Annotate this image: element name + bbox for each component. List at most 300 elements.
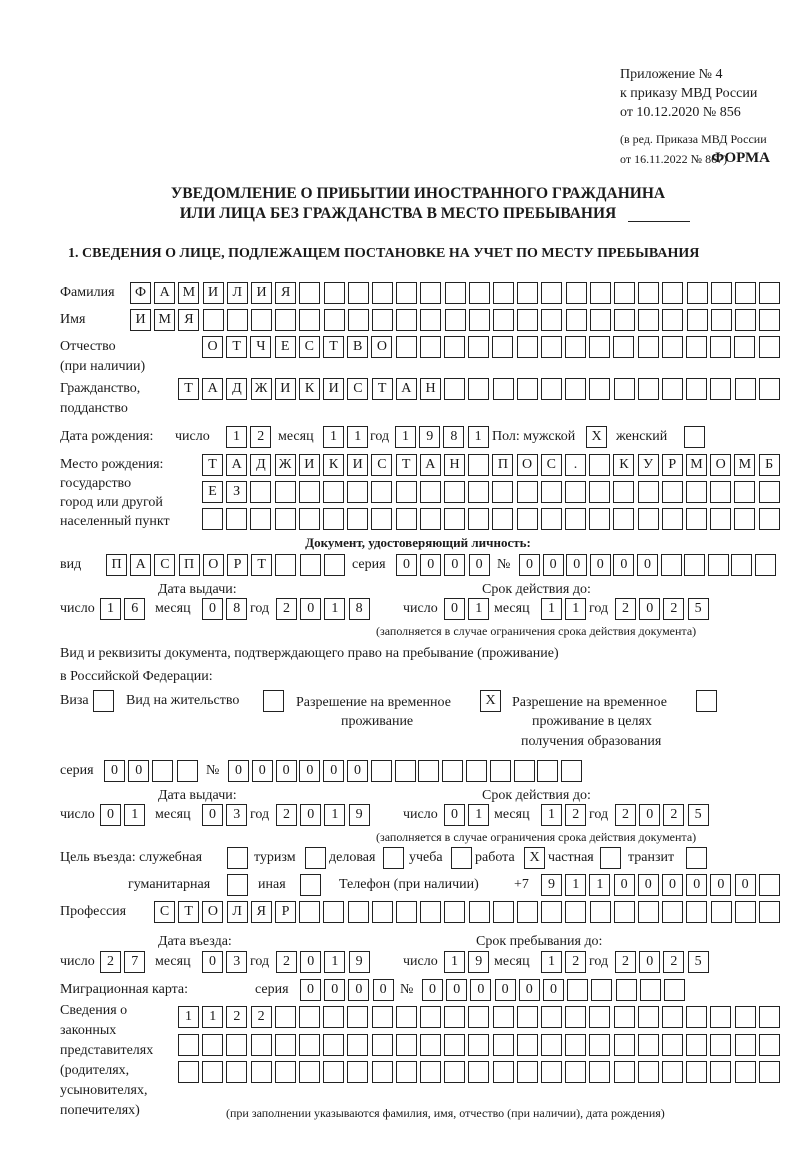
char-box[interactable]: [565, 508, 586, 530]
char-box[interactable]: [638, 309, 659, 331]
char-box[interactable]: 1: [541, 804, 562, 826]
char-box[interactable]: 0: [495, 979, 516, 1001]
char-box[interactable]: 0: [519, 979, 540, 1001]
char-box[interactable]: [323, 1006, 344, 1028]
char-box[interactable]: [589, 378, 610, 400]
char-box[interactable]: [565, 1061, 586, 1083]
char-box[interactable]: [613, 508, 634, 530]
char-box[interactable]: [638, 378, 659, 400]
char-box[interactable]: Т: [396, 454, 417, 476]
char-box[interactable]: И: [275, 378, 296, 400]
char-box[interactable]: 7: [124, 951, 145, 973]
char-box[interactable]: [493, 282, 514, 304]
char-box[interactable]: [514, 760, 535, 782]
char-box[interactable]: Р: [275, 901, 296, 923]
char-box[interactable]: 2: [663, 804, 684, 826]
char-box[interactable]: [590, 901, 611, 923]
char-box[interactable]: 0: [735, 874, 756, 896]
purpose-transit-checkbox[interactable]: [686, 847, 707, 869]
char-box[interactable]: 3: [226, 951, 247, 973]
char-box[interactable]: О: [202, 336, 223, 358]
char-box[interactable]: [517, 901, 538, 923]
char-box[interactable]: [372, 282, 393, 304]
char-box[interactable]: И: [299, 454, 320, 476]
char-box[interactable]: [614, 1034, 635, 1056]
char-box[interactable]: 2: [615, 598, 636, 620]
char-box[interactable]: [686, 1061, 707, 1083]
char-box[interactable]: 1: [178, 1006, 199, 1028]
char-box[interactable]: [661, 554, 682, 576]
char-box[interactable]: [731, 554, 752, 576]
char-box[interactable]: [395, 760, 416, 782]
char-box[interactable]: [492, 481, 513, 503]
char-box[interactable]: 0: [543, 979, 564, 1001]
char-box[interactable]: [710, 1061, 731, 1083]
char-box[interactable]: Н: [444, 454, 465, 476]
char-box[interactable]: 0: [686, 874, 707, 896]
char-box[interactable]: [759, 282, 780, 304]
char-box[interactable]: [640, 979, 661, 1001]
char-box[interactable]: К: [613, 454, 634, 476]
char-box[interactable]: С: [299, 336, 320, 358]
residence-permit-checkbox[interactable]: [263, 690, 284, 712]
char-box[interactable]: [662, 1061, 683, 1083]
char-box[interactable]: У: [638, 454, 659, 476]
char-box[interactable]: [177, 760, 198, 782]
char-box[interactable]: [662, 309, 683, 331]
char-box[interactable]: 0: [444, 598, 465, 620]
char-box[interactable]: [759, 1006, 780, 1028]
sex-female-checkbox[interactable]: [684, 426, 705, 448]
char-box[interactable]: [250, 508, 271, 530]
char-box[interactable]: [299, 901, 320, 923]
char-box[interactable]: 0: [347, 760, 368, 782]
char-box[interactable]: О: [710, 454, 731, 476]
sex-male-checkbox[interactable]: X: [586, 426, 607, 448]
char-box[interactable]: А: [202, 378, 223, 400]
char-box[interactable]: [299, 481, 320, 503]
char-box[interactable]: 0: [543, 554, 564, 576]
char-box[interactable]: [420, 1034, 441, 1056]
char-box[interactable]: [466, 760, 487, 782]
char-box[interactable]: 1: [468, 426, 489, 448]
char-box[interactable]: [468, 508, 489, 530]
purpose-tourism-checkbox[interactable]: [305, 847, 326, 869]
char-box[interactable]: 1: [565, 874, 586, 896]
char-box[interactable]: [664, 979, 685, 1001]
char-box[interactable]: [589, 1061, 610, 1083]
char-box[interactable]: 9: [468, 951, 489, 973]
char-box[interactable]: [686, 901, 707, 923]
char-box[interactable]: 0: [566, 554, 587, 576]
char-box[interactable]: [203, 309, 224, 331]
purpose-humanitarian-checkbox[interactable]: [227, 874, 248, 896]
char-box[interactable]: [323, 1061, 344, 1083]
char-box[interactable]: [347, 481, 368, 503]
char-box[interactable]: [251, 309, 272, 331]
char-box[interactable]: [348, 901, 369, 923]
char-box[interactable]: [152, 760, 173, 782]
char-box[interactable]: [662, 481, 683, 503]
char-box[interactable]: [711, 901, 732, 923]
char-box[interactable]: .: [565, 454, 586, 476]
char-box[interactable]: 9: [419, 426, 440, 448]
char-box[interactable]: [347, 1034, 368, 1056]
char-box[interactable]: [468, 1006, 489, 1028]
char-box[interactable]: 0: [444, 804, 465, 826]
char-box[interactable]: [759, 1034, 780, 1056]
char-box[interactable]: [299, 282, 320, 304]
char-box[interactable]: [541, 481, 562, 503]
char-box[interactable]: [492, 336, 513, 358]
char-box[interactable]: Р: [662, 454, 683, 476]
char-box[interactable]: [759, 1061, 780, 1083]
char-box[interactable]: [565, 1034, 586, 1056]
char-box[interactable]: [759, 901, 780, 923]
char-box[interactable]: [638, 481, 659, 503]
char-box[interactable]: 1: [468, 804, 489, 826]
char-box[interactable]: С: [154, 554, 175, 576]
char-box[interactable]: Е: [202, 481, 223, 503]
char-box[interactable]: [226, 508, 247, 530]
char-box[interactable]: 0: [128, 760, 149, 782]
char-box[interactable]: Т: [178, 901, 199, 923]
char-box[interactable]: С: [347, 378, 368, 400]
char-box[interactable]: Р: [227, 554, 248, 576]
char-box[interactable]: [734, 336, 755, 358]
char-box[interactable]: [372, 1034, 393, 1056]
char-box[interactable]: [517, 309, 538, 331]
char-box[interactable]: 2: [226, 1006, 247, 1028]
char-box[interactable]: [517, 378, 538, 400]
char-box[interactable]: [614, 309, 635, 331]
char-box[interactable]: С: [541, 454, 562, 476]
purpose-private-checkbox[interactable]: [600, 847, 621, 869]
char-box[interactable]: 9: [349, 804, 370, 826]
char-box[interactable]: [202, 1061, 223, 1083]
char-box[interactable]: 0: [444, 554, 465, 576]
char-box[interactable]: [541, 309, 562, 331]
char-box[interactable]: 5: [688, 598, 709, 620]
char-box[interactable]: [299, 508, 320, 530]
char-box[interactable]: Я: [251, 901, 272, 923]
char-box[interactable]: 0: [300, 951, 321, 973]
char-box[interactable]: [686, 336, 707, 358]
char-box[interactable]: [420, 901, 441, 923]
char-box[interactable]: 2: [615, 804, 636, 826]
char-box[interactable]: [589, 336, 610, 358]
char-box[interactable]: [178, 1034, 199, 1056]
char-box[interactable]: [490, 760, 511, 782]
char-box[interactable]: [300, 554, 321, 576]
char-box[interactable]: 2: [100, 951, 121, 973]
char-box[interactable]: [614, 1061, 635, 1083]
char-box[interactable]: [735, 1034, 756, 1056]
char-box[interactable]: [566, 282, 587, 304]
char-box[interactable]: 0: [252, 760, 273, 782]
char-box[interactable]: 1: [324, 804, 345, 826]
char-box[interactable]: [202, 508, 223, 530]
char-box[interactable]: [759, 309, 780, 331]
purpose-other-checkbox[interactable]: [300, 874, 321, 896]
char-box[interactable]: 1: [347, 426, 368, 448]
char-box[interactable]: [517, 336, 538, 358]
char-box[interactable]: [420, 1006, 441, 1028]
char-box[interactable]: [565, 901, 586, 923]
char-box[interactable]: 1: [124, 804, 145, 826]
char-box[interactable]: [517, 508, 538, 530]
char-box[interactable]: [614, 1006, 635, 1028]
char-box[interactable]: М: [686, 454, 707, 476]
char-box[interactable]: [324, 554, 345, 576]
char-box[interactable]: [759, 481, 780, 503]
char-box[interactable]: Ч: [250, 336, 271, 358]
char-box[interactable]: 9: [349, 951, 370, 973]
char-box[interactable]: [396, 309, 417, 331]
char-box[interactable]: 0: [300, 979, 321, 1001]
char-box[interactable]: 1: [589, 874, 610, 896]
char-box[interactable]: 0: [202, 598, 223, 620]
char-box[interactable]: 0: [324, 979, 345, 1001]
char-box[interactable]: 0: [662, 874, 683, 896]
char-box[interactable]: [468, 336, 489, 358]
char-box[interactable]: Ж: [251, 378, 272, 400]
char-box[interactable]: И: [203, 282, 224, 304]
char-box[interactable]: [396, 1034, 417, 1056]
char-box[interactable]: [396, 481, 417, 503]
char-box[interactable]: 2: [276, 598, 297, 620]
char-box[interactable]: [468, 378, 489, 400]
char-box[interactable]: [755, 554, 776, 576]
char-box[interactable]: 1: [324, 598, 345, 620]
char-box[interactable]: [734, 481, 755, 503]
char-box[interactable]: [662, 901, 683, 923]
char-box[interactable]: 0: [422, 979, 443, 1001]
char-box[interactable]: [347, 508, 368, 530]
char-box[interactable]: [275, 508, 296, 530]
char-box[interactable]: М: [734, 454, 755, 476]
char-box[interactable]: [372, 1006, 393, 1028]
char-box[interactable]: К: [323, 454, 344, 476]
char-box[interactable]: [662, 1034, 683, 1056]
char-box[interactable]: 2: [565, 804, 586, 826]
char-box[interactable]: [468, 1034, 489, 1056]
char-box[interactable]: Д: [250, 454, 271, 476]
char-box[interactable]: [759, 508, 780, 530]
char-box[interactable]: Т: [178, 378, 199, 400]
char-box[interactable]: И: [130, 309, 151, 331]
char-box[interactable]: С: [371, 454, 392, 476]
char-box[interactable]: [493, 1061, 514, 1083]
char-box[interactable]: М: [178, 282, 199, 304]
char-box[interactable]: [275, 1061, 296, 1083]
char-box[interactable]: 1: [541, 951, 562, 973]
char-box[interactable]: [275, 1006, 296, 1028]
char-box[interactable]: [348, 282, 369, 304]
char-box[interactable]: 2: [251, 1006, 272, 1028]
char-box[interactable]: А: [420, 454, 441, 476]
char-box[interactable]: И: [347, 454, 368, 476]
char-box[interactable]: [517, 282, 538, 304]
char-box[interactable]: 8: [349, 598, 370, 620]
char-box[interactable]: [541, 901, 562, 923]
char-box[interactable]: [444, 378, 465, 400]
char-box[interactable]: [396, 282, 417, 304]
char-box[interactable]: [565, 481, 586, 503]
char-box[interactable]: [444, 481, 465, 503]
char-box[interactable]: [324, 309, 345, 331]
char-box[interactable]: [638, 901, 659, 923]
char-box[interactable]: 0: [639, 951, 660, 973]
char-box[interactable]: [371, 760, 392, 782]
char-box[interactable]: [662, 336, 683, 358]
char-box[interactable]: 8: [443, 426, 464, 448]
char-box[interactable]: А: [154, 282, 175, 304]
char-box[interactable]: Т: [202, 454, 223, 476]
char-box[interactable]: 1: [444, 951, 465, 973]
char-box[interactable]: [613, 336, 634, 358]
char-box[interactable]: 9: [541, 874, 562, 896]
char-box[interactable]: [687, 282, 708, 304]
char-box[interactable]: [662, 282, 683, 304]
char-box[interactable]: [589, 1006, 610, 1028]
char-box[interactable]: [468, 454, 489, 476]
char-box[interactable]: [684, 554, 705, 576]
char-box[interactable]: [759, 336, 780, 358]
char-box[interactable]: [420, 1061, 441, 1083]
char-box[interactable]: [275, 554, 296, 576]
char-box[interactable]: [493, 1006, 514, 1028]
char-box[interactable]: 2: [276, 951, 297, 973]
char-box[interactable]: 0: [519, 554, 540, 576]
char-box[interactable]: [735, 901, 756, 923]
char-box[interactable]: Д: [226, 378, 247, 400]
char-box[interactable]: [420, 481, 441, 503]
char-box[interactable]: 0: [469, 554, 490, 576]
char-box[interactable]: [735, 309, 756, 331]
char-box[interactable]: 3: [226, 804, 247, 826]
char-box[interactable]: 5: [688, 951, 709, 973]
char-box[interactable]: [299, 1034, 320, 1056]
char-box[interactable]: 1: [202, 1006, 223, 1028]
char-box[interactable]: 0: [323, 760, 344, 782]
char-box[interactable]: [541, 1034, 562, 1056]
char-box[interactable]: [420, 309, 441, 331]
char-box[interactable]: [541, 336, 562, 358]
char-box[interactable]: 0: [396, 554, 417, 576]
char-box[interactable]: [710, 481, 731, 503]
char-box[interactable]: [589, 508, 610, 530]
char-box[interactable]: [638, 508, 659, 530]
char-box[interactable]: [226, 1034, 247, 1056]
char-box[interactable]: [444, 508, 465, 530]
char-box[interactable]: Н: [420, 378, 441, 400]
visa-checkbox[interactable]: [93, 690, 114, 712]
char-box[interactable]: [686, 481, 707, 503]
char-box[interactable]: [735, 1006, 756, 1028]
char-box[interactable]: [638, 282, 659, 304]
char-box[interactable]: [517, 1006, 538, 1028]
char-box[interactable]: [492, 508, 513, 530]
char-box[interactable]: [735, 282, 756, 304]
char-box[interactable]: 1: [395, 426, 416, 448]
char-box[interactable]: [299, 1061, 320, 1083]
char-box[interactable]: [299, 309, 320, 331]
char-box[interactable]: Т: [372, 378, 393, 400]
char-box[interactable]: З: [226, 481, 247, 503]
char-box[interactable]: [662, 508, 683, 530]
char-box[interactable]: [590, 309, 611, 331]
temp-residence-edu-checkbox[interactable]: [696, 690, 717, 712]
char-box[interactable]: [396, 336, 417, 358]
char-box[interactable]: М: [154, 309, 175, 331]
char-box[interactable]: [444, 1034, 465, 1056]
char-box[interactable]: [469, 901, 490, 923]
char-box[interactable]: [347, 1061, 368, 1083]
purpose-official-checkbox[interactable]: [227, 847, 248, 869]
char-box[interactable]: С: [154, 901, 175, 923]
char-box[interactable]: [614, 378, 635, 400]
char-box[interactable]: [589, 1034, 610, 1056]
char-box[interactable]: [468, 481, 489, 503]
char-box[interactable]: [445, 282, 466, 304]
char-box[interactable]: [541, 1006, 562, 1028]
char-box[interactable]: [565, 1006, 586, 1028]
char-box[interactable]: [420, 336, 441, 358]
char-box[interactable]: О: [202, 901, 223, 923]
char-box[interactable]: 0: [420, 554, 441, 576]
temp-residence-checkbox[interactable]: X: [480, 690, 501, 712]
char-box[interactable]: 0: [202, 804, 223, 826]
char-box[interactable]: 2: [615, 951, 636, 973]
char-box[interactable]: [442, 760, 463, 782]
char-box[interactable]: [445, 309, 466, 331]
char-box[interactable]: Я: [178, 309, 199, 331]
char-box[interactable]: [372, 901, 393, 923]
char-box[interactable]: [493, 1034, 514, 1056]
char-box[interactable]: [323, 1034, 344, 1056]
char-box[interactable]: [493, 309, 514, 331]
char-box[interactable]: 2: [565, 951, 586, 973]
char-box[interactable]: [275, 1034, 296, 1056]
char-box[interactable]: [371, 481, 392, 503]
char-box[interactable]: Б: [759, 454, 780, 476]
char-box[interactable]: 2: [663, 951, 684, 973]
char-box[interactable]: И: [251, 282, 272, 304]
char-box[interactable]: [275, 309, 296, 331]
char-box[interactable]: [178, 1061, 199, 1083]
char-box[interactable]: [468, 1061, 489, 1083]
char-box[interactable]: [710, 1006, 731, 1028]
char-box[interactable]: О: [203, 554, 224, 576]
char-box[interactable]: [469, 309, 490, 331]
char-box[interactable]: 0: [373, 979, 394, 1001]
char-box[interactable]: [493, 378, 514, 400]
char-box[interactable]: [275, 481, 296, 503]
char-box[interactable]: [589, 481, 610, 503]
char-box[interactable]: А: [130, 554, 151, 576]
purpose-business-checkbox[interactable]: [383, 847, 404, 869]
char-box[interactable]: [251, 1061, 272, 1083]
char-box[interactable]: 2: [663, 598, 684, 620]
char-box[interactable]: 1: [226, 426, 247, 448]
char-box[interactable]: [710, 508, 731, 530]
char-box[interactable]: [734, 508, 755, 530]
char-box[interactable]: А: [226, 454, 247, 476]
char-box[interactable]: [662, 1006, 683, 1028]
char-box[interactable]: Т: [323, 336, 344, 358]
char-box[interactable]: [759, 378, 780, 400]
